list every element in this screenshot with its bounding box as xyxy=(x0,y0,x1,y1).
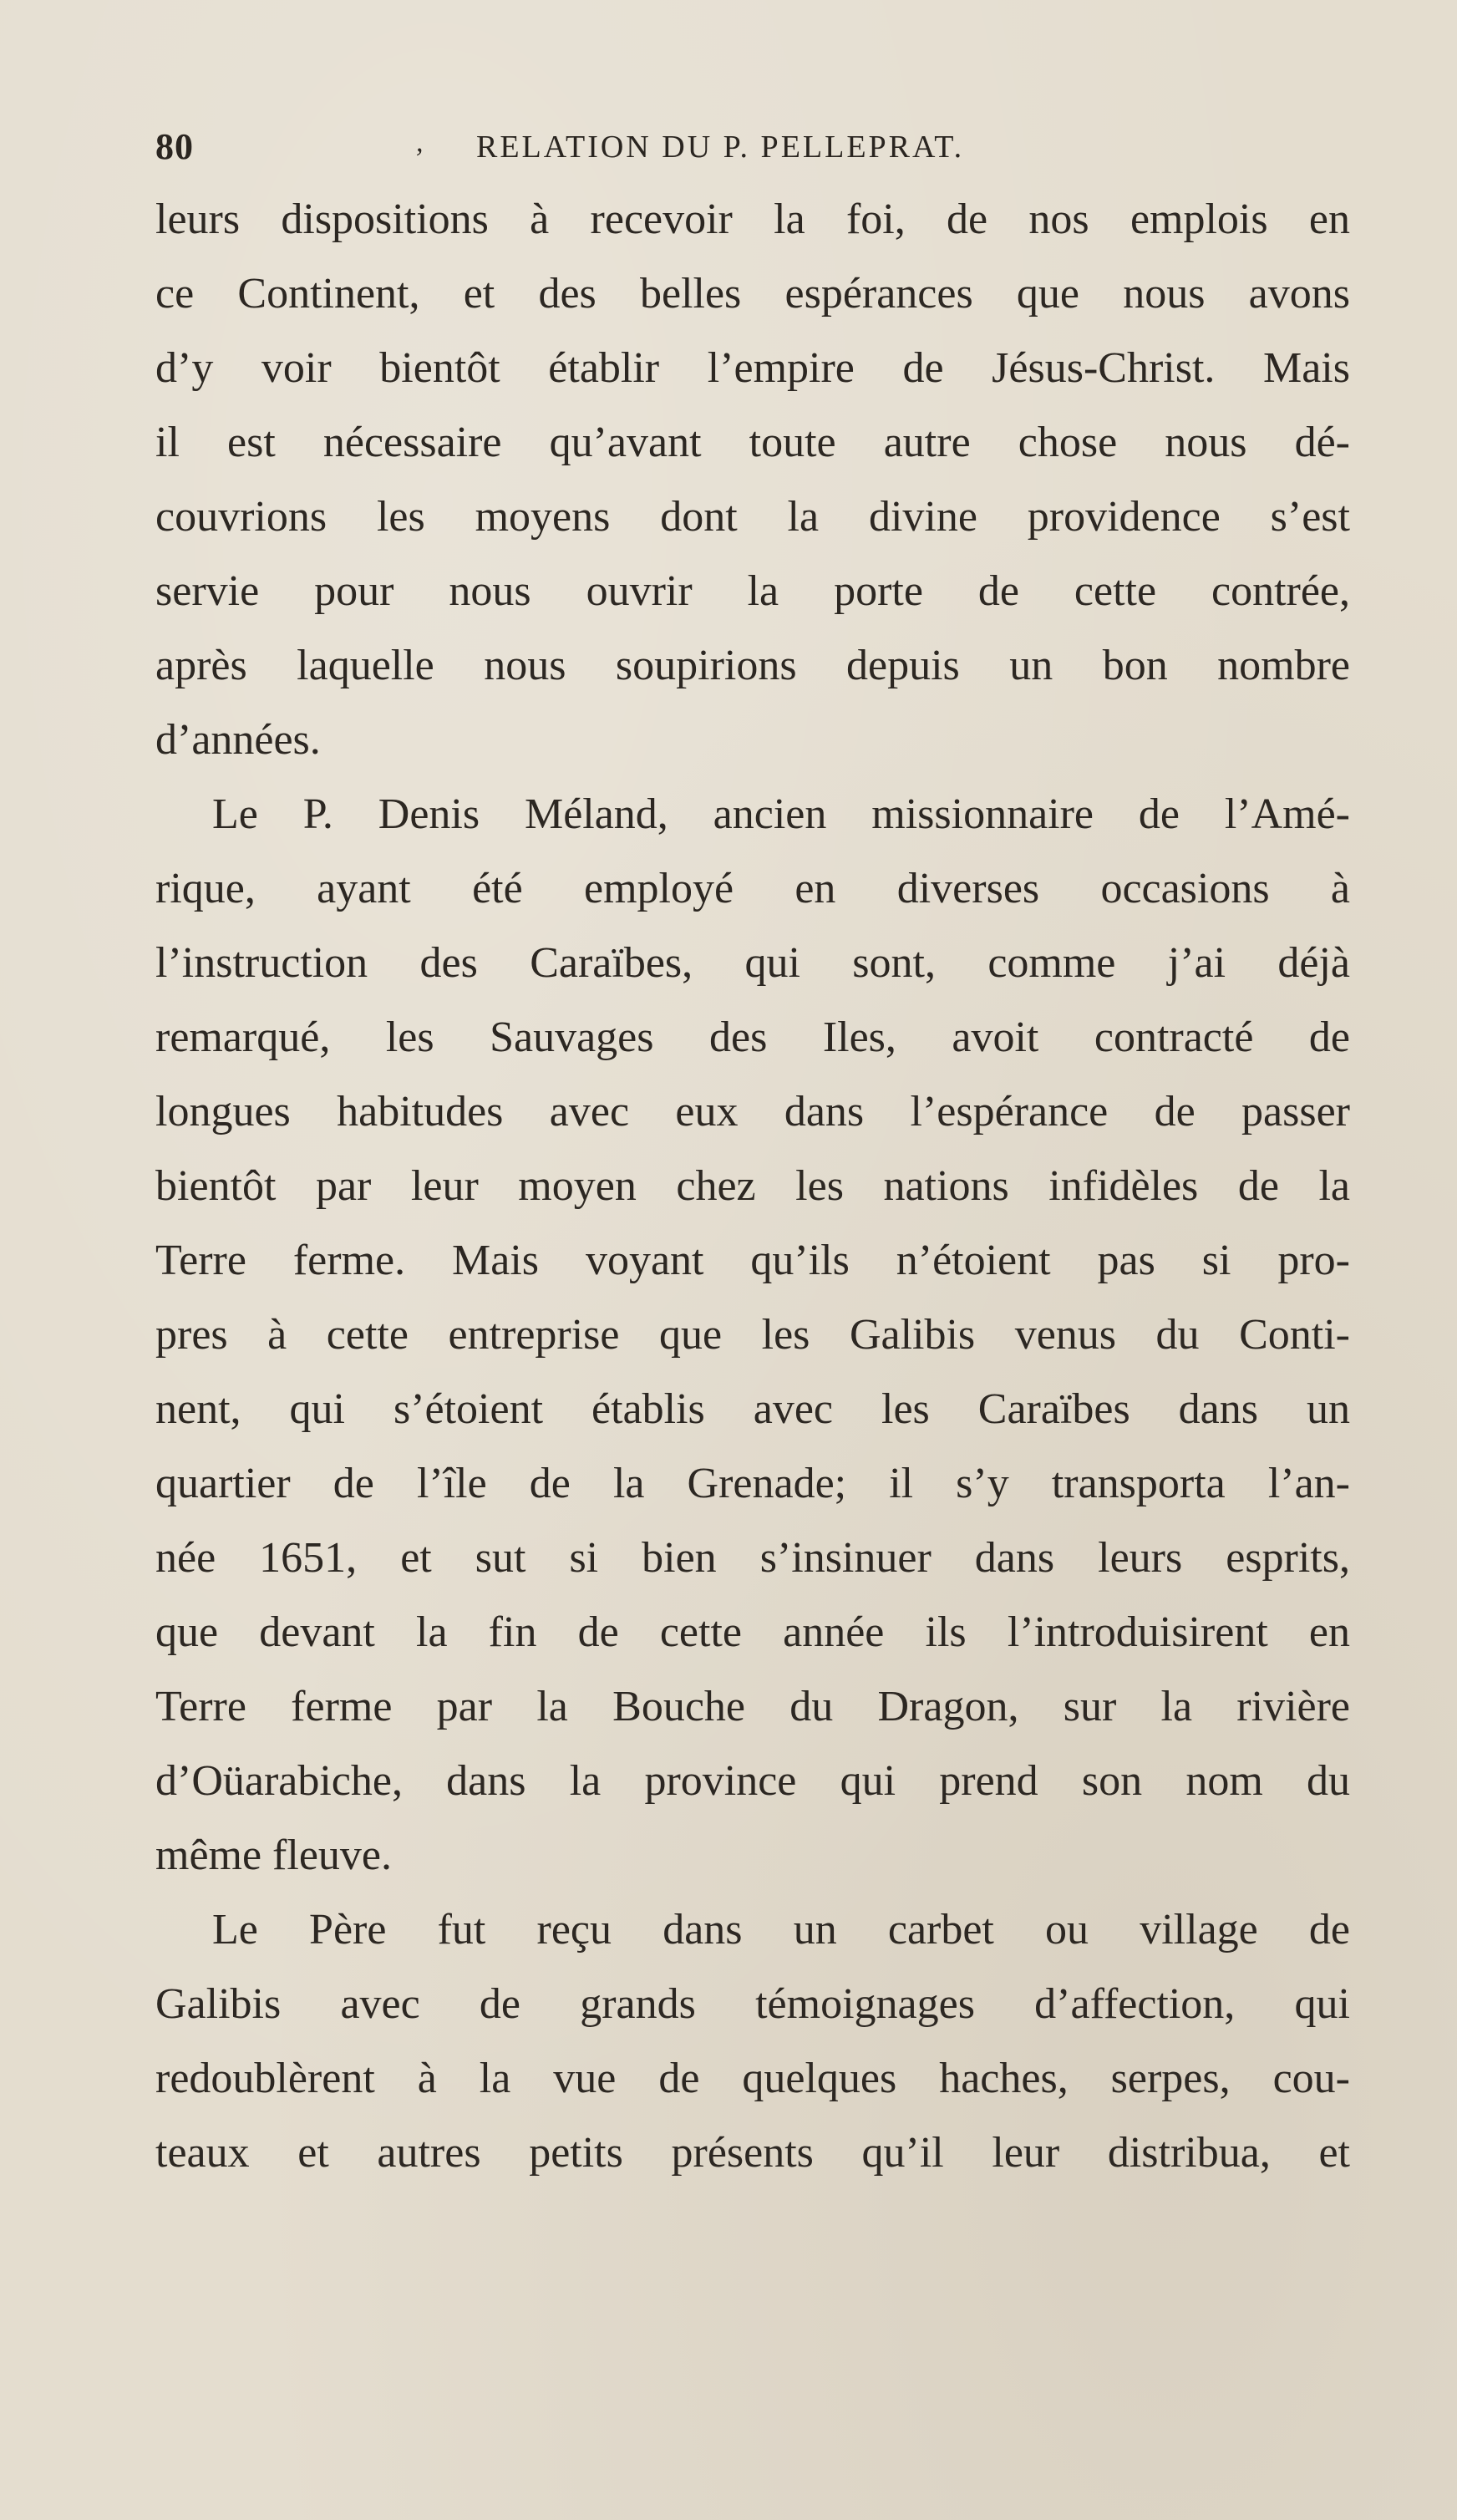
text-line: d’années. xyxy=(155,716,321,764)
text-line: d’y voir bientôt établir l’empire de Jésus-Christ. Mais xyxy=(155,344,1350,392)
text-line: Le P. Denis Méland, ancien missionnaire de l’Amé- xyxy=(212,790,1350,838)
text-line: longues habitudes avec eux dans l’espérance de passer xyxy=(155,1088,1350,1136)
header-mark: , xyxy=(416,127,424,158)
text-line: Le Père fut reçu dans un carbet ou village de xyxy=(212,1906,1350,1954)
text-line: née 1651, et sut si bien s’insinuer dans leurs esprits, xyxy=(155,1534,1350,1582)
text-line: d’Oüarabiche, dans la province qui prend son nom du xyxy=(155,1757,1350,1805)
running-title: RELATION DU P. PELLEPRAT. xyxy=(476,130,965,165)
text-line: nent, qui s’étoient établis avec les Caraïbes dans un xyxy=(155,1385,1350,1433)
text-line: bientôt par leur moyen chez les nations infidèles de la xyxy=(155,1162,1350,1210)
text-line: que devant la fin de cette année ils l’introduisirent en xyxy=(155,1608,1350,1656)
text-line: couvrions les moyens dont la divine providence s’est xyxy=(155,493,1350,541)
paragraph-1 xyxy=(155,182,1350,777)
paragraph-2 xyxy=(155,777,1350,1893)
text-line: ce Continent, et des belles espérances que nous avons xyxy=(155,270,1350,318)
text-line: teaux et autres petits présents qu’il leur distribua, et xyxy=(155,2129,1350,2177)
text-line: leurs dispositions à recevoir la foi, de nos emplois en xyxy=(155,196,1350,243)
text-line: Galibis avec de grands témoignages d’affection, qui xyxy=(155,1980,1350,2028)
text-line: Terre ferme. Mais voyant qu’ils n’étoient pas si pro- xyxy=(155,1237,1350,1284)
text-line: servie pour nous ouvrir la porte de cette contrée, xyxy=(155,567,1350,615)
text-line: rique, ayant été employé en diverses occasions à xyxy=(155,865,1350,912)
paragraph-3 xyxy=(155,1893,1350,2190)
text-line: remarqué, les Sauvages des Iles, avoit contracté de xyxy=(155,1014,1350,1061)
text-line: quartier de l’île de la Grenade; il s’y transporta l’an- xyxy=(155,1460,1350,1507)
text-line: redoublèrent à la vue de quelques haches, serpes, cou- xyxy=(155,2055,1350,2102)
page-number: 80 xyxy=(155,126,194,167)
text-line: même fleuve. xyxy=(155,1832,392,1879)
text-line: après laquelle nous soupirions depuis un bon nombre xyxy=(155,642,1350,689)
running-header xyxy=(155,125,1350,175)
text-line: l’instruction des Caraïbes, qui sont, comme j’ai déjà xyxy=(155,939,1350,987)
text-line: Terre ferme par la Bouche du Dragon, sur la rivière xyxy=(155,1683,1350,1730)
text-line: pres à cette entreprise que les Galibis venus du Conti- xyxy=(155,1311,1350,1359)
body-text xyxy=(155,182,1350,2190)
text-line: il est nécessaire qu’avant toute autre chose nous dé- xyxy=(155,419,1350,466)
